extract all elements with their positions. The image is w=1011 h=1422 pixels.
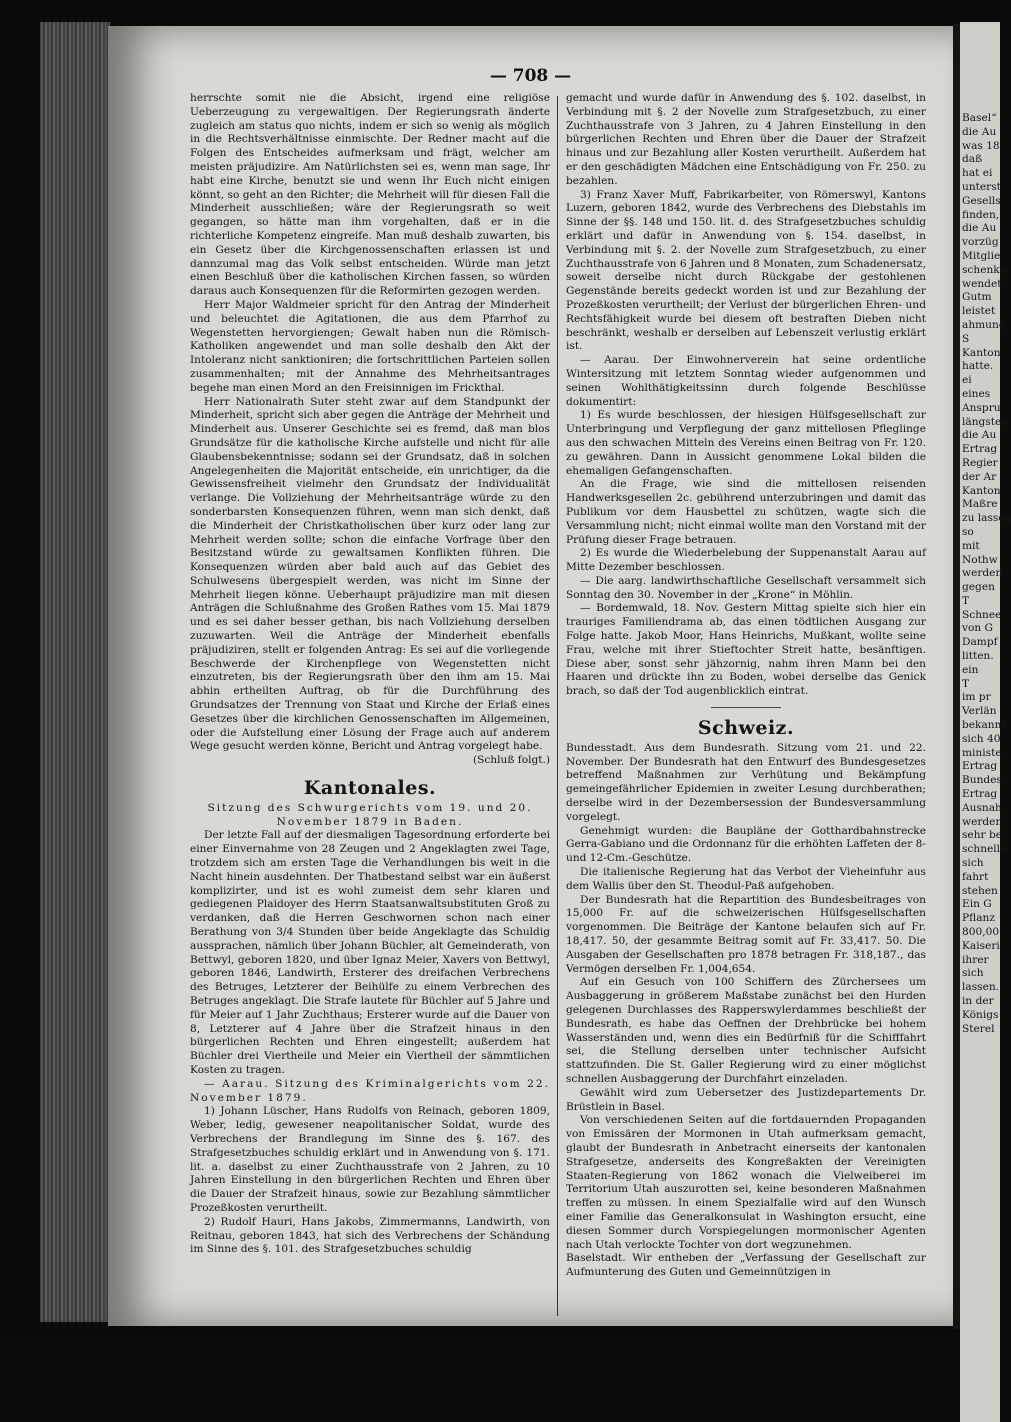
next-page-line: Pflanz (962, 912, 995, 925)
next-page-line: Bundes (962, 774, 1002, 787)
next-page-line: Ertrag (962, 443, 998, 456)
article-text: Die italienische Regierung hat das Verbot der Vieheinfuhr aus dem Wallis über den St. Theodul-Paß aufgehoben. (566, 866, 926, 892)
next-page-line: bekannt (962, 719, 1006, 732)
next-page-line: Gesells (962, 194, 1001, 207)
separator (711, 707, 781, 708)
next-page-line: ein (962, 663, 979, 676)
next-page-line: die Au (962, 125, 997, 138)
next-page-line: stehen (962, 884, 998, 897)
next-page-fragment (960, 22, 1011, 1422)
next-page-line: Dampf (962, 636, 998, 649)
next-page-line: Schnee (962, 608, 1002, 621)
next-page-line: Maßre (962, 498, 998, 511)
next-page-line: werden (962, 815, 1003, 828)
article-text: 2) Rudolf Hauri, Hans Jakobs, Zimmermanns, Landwirth, von Reitnau, geboren 1843, hat sich des Verbrechens der Schändung im Sinne des §. 101. des Strafgesetzbuches schuldig (190, 1215, 550, 1256)
next-page-line: was 18 (962, 139, 1000, 152)
next-page-line: gegen (962, 581, 995, 594)
next-page-line: Sterel (962, 1022, 995, 1035)
next-page-line: Mitglie (962, 249, 1001, 262)
article-text: Der Bundesrath hat die Repartition des Bundesbeitrages von 15,000 Fr. auf die schweizerischen Hülfsgesellschaften vorgenommen. Die Beiträge der Kantone belaufen sich auf Fr. 18,417. 50, der gesammte Beitrag somit auf Fr. 33,417. 50. Die Ausgaben der Gesellschaften pro 1878 betragen Fr. 318,187., das Vermögen derselben Fr. 1,004,654. (566, 893, 926, 975)
next-page-line: sich (962, 967, 984, 980)
next-page-line: Kanton (962, 484, 1001, 497)
next-page-line: Basel“ (962, 112, 997, 124)
next-page-line: Anspru (962, 401, 1001, 414)
next-page-line: Kaiseri (962, 939, 1000, 952)
left-column (190, 92, 550, 1257)
next-page-line: T (962, 677, 970, 690)
article-text: Auf ein Gesuch von 100 Schiffern des Zürchersees um Ausbaggerung in größerem Maßstabe zunächst bei den Hurden gelegenen Durchlasses des Rapperswylerdammes beschließt der Bundesrath, es habe das Oeffnen der Drehbrücke bei hohem Wasserständen und, wenn dies ein Bedürfniß für die Schifffahrt sei, die Stellung derselben unter technischer Aufsicht stattzufinden. Die St. Galler Regierung wird zu einer möglichst schnellen Ausbaggerung der Durchfahrt einzeladen. (566, 976, 926, 1085)
next-page-line: Ausnah (962, 801, 1002, 814)
article-text: Der letzte Fall auf der diesmaligen Tagesordnung erforderte bei einer Einvernahme von 28 Zeugen und 2 Angeklagten zwei Tage, trotzdem sich am ersten Tage die Verhandlungen bis weit in die Nacht hinein ausdehnten. Der Thatbestand selbst war ein äußerst komplizirter, und ist es wohl zumeist dem sehr klaren und gediegenen Plaidoyer des Herrn Staatsanwaltsubstituten Groß zu verdanken, daß die Herren Geschwornen schon nach einer Berathung von 3/4 Stunden über beide Angeklagte das Schuldig aussprachen, nämlich über Johann Büchler, alt Gemeinderath, von Bettwyl, geboren 1820, und über Ignaz Meier, Xavers von Bettwyl, geboren 1846, Landwirth, Ersterer des dreifachen Verbrechens des Betruges, Letzterer der Beihülfe zu einem Verbrechen des Betruges angeklagt. Die Strafe lautete für Büchler auf 5 Jahre und für Meier auf 1 Jahr Zuchthaus; Ersterer wurde auf die Dauer von 8, Letzterer auf 4 Jahre über die Strafzeit hinaus in den bürgerlichen Rechten und Ehren eingestellt; außerdem hat Büchler drei Viertheile und Meier ein Viertheil der sämmtlichen Kosten zu tragen. (190, 829, 550, 1076)
next-page-line: schnelle (962, 843, 1007, 856)
next-page-line: in der (962, 995, 994, 1007)
subheading: — Aarau. Sitzung des Kriminalgerichts vom 22. November 1879. (190, 1077, 550, 1104)
article-text: Herr Nationalrath Suter steht zwar auf dem Standpunkt der Minderheit, spricht sich aber gegen die Anträge der Mehrheit und Minderheit aus. Unserer Geschichte sei es fremd, daß man blos Grundsätze für die katholische Kirche aufstelle und nicht für alle Glaubensbekenntnisse; sodann sei der Grundsatz, daß in solchen Angelegenheiten die Majorität entscheide, ein unrichtiger, da die Gewissensfreiheit vielmehr den Grundsatz der Individualität verlange. Die Vollziehung der Mehrheitsanträge würde zu den sonderbarsten Konsequenzen führen, wenn man sich denkt, daß die Minderheit der Christkatholischen über kurz oder lang zur Mehrheit werden sollte; schon die einfache Vorfrage über den Besitzstand würde zu gewaltsamen Konflikten führen. Die Konsequenzen würden aber bald auch auf das Gebiet des Schulwesens übergespielt werden, was nicht im Sinne der Mehrheit liegen könne. Ueberhaupt präjudizire man mit diesen Anträgen die Schlußnahme des Großen Rathes vom 15. Mai 1879 und es sei daher besser gethan, bis nach Vollziehung derselben zuzuwarten. Weil die Anträge der Minderheit ebenfalls präjudiziren, stellt er folgenden Antrag: Es sei auf die vorliegende Beschwerde der Kirchenpflege von Wegenstetten nicht einzutreten, bis der Regierungsrath über den ihm am 15. Mai abhin ertheilten Auftrag, ob für die Durchführung des Grundsatzes der Trennung von Staat und Kirche der Erlaß eines Gesetzes über die kirchlichen Genossenschaften im Allgemeinen, oder die Aufstellung einer Lösung der Frage auch auf anderem Wege gesucht werden könne, Bericht und Antrag vorgelegt habe. (190, 395, 550, 753)
article-text: 3) Franz Xaver Muff, Fabrikarbeiter, von Römerswyl, Kantons Luzern, geboren 1842, wurde des Verbrechens des Diebstahls im Sinne der §§. 148 und 150. lit. d. des Strafgesetzbuches schuldig erklärt und dafür in Anwendung von §. 154. daselbst, in Verbindung mit §. 2. der Novelle zum Strafgesetzbuch, zu einer Zuchthausstrafe von 6 Jahren und 8 Monaten, zum Schadenersatz, soweit derselbe nicht durch Rückgabe der gestohlenen Gegenstände bereits gedeckt worden ist und zur Bezahlung der Prozeßkosten verurtheilt; der Verlust der bürgerlichen Ehren- und Rechtsfähigkeit wurde bei diesem oft bestraften Dieben nicht beschränkt, weshalb er derselben auf Lebenszeit verlustig erklärt ist. (566, 188, 926, 353)
article-text: Von verschiedenen Seiten auf die fortdauernden Propaganden von Emissären der Mormonen in Utah aufmerksam gemacht, glaubt der Bundesrath in Anbetracht einerseits der kantonalen Strafgesetze, anderseits des Kongreßakten der Vereinigten Staaten-Regierung von 1862 wonach die Vielweiberei im Territorium Utah auszurotten sei, keine besonderen Maßnahmen treffen zu müssen. In einem Spezialfalle wird auf den Wunsch einer Familie das Generalkonsulat in Washington ersucht, eine diesen Sommer durch Vorspiegelungen mormonischer Agenten nach Utah verlockte Tochter von dort wegzunehmen. (566, 1114, 926, 1251)
article-text: Gewählt wird zum Uebersetzer des Justizdepartements Dr. Brüstlein in Basel. (566, 1086, 926, 1113)
next-page-line: Ertrag (962, 788, 998, 801)
next-page-line: 800,00 (962, 926, 1000, 939)
next-page-line: ihrer (962, 953, 989, 966)
next-page-line: Königs (962, 1008, 999, 1021)
next-page-line: sich (962, 857, 984, 870)
next-page-line: Ertrag (962, 760, 998, 773)
next-page-line: hatte. (962, 360, 994, 373)
next-page-line: werden (962, 567, 1003, 580)
next-page-line: sich 40 (962, 732, 1001, 745)
article-text: herrschte somit nie die Absicht, irgend eine religiöse Ueberzeugung zu vergewaltigen. Der Regierungsrath änderte zugleich am status quo nichts, indem er sich so wenig als möglich in die Rechtsverhältnisse einmischte. Der Redner macht auf die Folgen des Entscheides aufmerksam und frägt, welcher am meisten präjudizire. Am Natürlichsten sei es, wenn man sage, Ihr habt eine Kirche, benutzt sie und wenn Ihr Euch nicht einigen könnt, so geht an den Richter; die Mehrheit will für diesen Fall die Minderheit ausschließen; wäre der Regierungsrath so weit gegangen, so hätte man ihm vorgehalten, daß er in die richterliche Kompetenz eingreife. Man muß deshalb zuwarten, bis ein Gesetz über die Kirchgenossenschaften erlassen ist und dannzumal mag das Volk selbst entscheiden. Würde man jetzt einen Beschluß über die katholischen Kirchen fassen, so würden daraus auch Konsequenzen für die Reformirten gezogen werden. (190, 92, 550, 298)
page-gutter (953, 24, 960, 1329)
article-text: — Die aarg. landwirthschaftliche Gesellschaft versammelt sich Sonntag den 30. November in der „Krone“ in Möhlin. (566, 574, 926, 601)
next-page-line: Gutm (962, 291, 992, 304)
article-text: — Bordemwald, 18. Nov. Gestern Mittag spielte sich hier ein trauriges Familiendrama ab, das einen tödtlichen Ausgang zur Folge hatte. Jakob Moor, Hans Heinrichs, Mußkant, wollte seine Frau, welche mit ihrer Stieftochter Streit hatte, besänftigen. Diese aber, sonst sehr jähzornig, nahm ihren Mann bei den Haaren und drückte ihn zu Boden, wobei derselbe das Genick brach, so daß der Tod augenblicklich eintrat. (566, 602, 926, 698)
next-page-line: eines (962, 387, 991, 400)
continued-note: (Schluß folgt.) (472, 754, 550, 767)
next-page-line: sehr be (962, 829, 1003, 842)
next-page-line: unterst (962, 180, 1001, 193)
next-page-line: so (962, 525, 974, 538)
next-page-line: die Au (962, 222, 997, 235)
next-page-line: Kanton (962, 346, 1001, 359)
article-text: 1) Johann Lüscher, Hans Rudolfs von Reinach, geboren 1809, Weber, ledig, gewesener neapolitanischer Soldat, wurde des Verbrechens der Brandlegung im Sinne des §. 167. des Strafgesetzbuches schuldig erklärt und in Anwendung von §. 171. lit. a. daselbst zu einer Zuchthausstrafe von 2 Jahren, zu 10 Jahren Einstellung in den bürgerlichen Rechten und Ehren über die Dauer der Strafzeit hinaus, sowie zur Bezahlung sämmtlicher Prozeßkosten verurtheilt. (190, 1105, 550, 1214)
subheading: Sitzung des Schwurgerichts vom 19. und 20. November 1879 in Baden. (207, 801, 533, 828)
next-page-line: leistet (962, 305, 996, 318)
next-page-line: finden, (962, 208, 1000, 221)
next-page-line: vorzüg (962, 236, 999, 249)
next-page-line: S (962, 332, 970, 345)
article-text: An die Frage, wie sind die mittellosen reisenden Handwerksgesellen 2c. gebührend unterzubringen und damit das Publikum vor dem Hausbettel zu schützen, wagte sich die Versammlung nicht; nicht einmal wollte man den Vorstand mit der Prüfung dieser Frage betrauen. (566, 478, 926, 546)
next-page-line: lassen. (962, 981, 1000, 994)
next-page-line: litten. (962, 650, 994, 663)
next-page-line: der Ar (962, 470, 997, 483)
next-page-line: daß (962, 153, 983, 166)
next-page-line: mit (962, 539, 980, 552)
article-text: gemacht und wurde dafür in Anwendung des §. 102. daselbst, in Verbindung mit §. 2 der Novelle zum Strafgesetzbuch, zu einer Zuchthausstrafe von 3 Jahren, zu 4 Jahren Einstellung in den bürgerlichen Rechten und Ehren über die Dauer der Strafzeit hinaus und zur Bezahlung aller Kosten verurtheilt. Außerdem hat er den geschädigten Mädchen eine Entschädigung von Fr. 250. zu bezahlen. (566, 92, 926, 187)
next-page-line: fahrt (962, 870, 989, 883)
article-text: Baselstadt. Wir entheben der „Verfassung der Gesellschaft zur Aufmunterung des Guten und Gemeinnützigen in (566, 1252, 926, 1279)
article-text: 2) Es wurde die Wiederbelebung der Suppenanstalt Aarau auf Mitte Dezember beschlossen. (566, 547, 926, 574)
section-heading-schweiz: Schweiz. (697, 717, 795, 740)
next-page-line: T (962, 594, 970, 607)
next-page-line: ei (962, 374, 972, 387)
next-page-line: die Au (962, 429, 997, 442)
next-page-line: ahmung (962, 318, 1006, 331)
next-page-line: im pr (962, 691, 991, 704)
article-text: — Aarau. Der Einwohnerverein hat seine ordentliche Wintersitzung mit letztem Sonntag wieder aufgenommen und seinen Wohlthätigkeitssinn durch folgende Beschlüsse dokumentirt: (566, 354, 926, 408)
section-heading-kantonales: Kantonales. (303, 777, 437, 800)
next-page-line: hat ei (962, 167, 993, 180)
next-page-line: schenke (962, 263, 1006, 276)
next-page-line: längsten (962, 415, 1009, 428)
article-text: Bundesstadt. Aus dem Bundesrath. Sitzung vom 21. und 22. November. Der Bundesrath hat den Entwurf des Bundesgesetzes betreffend Maßnahmen zur Verhütung und Bekämpfung gemeingefährlicher Epidemien in zweiter Lesung durchberathen; derselbe wird in der Dezembersession der Bundesversammlung vorgelegt. (566, 741, 926, 823)
right-column (566, 92, 926, 1280)
next-page-line: Nothw (962, 553, 998, 566)
next-page-line: Ein G (962, 898, 992, 911)
next-page-line: Regier (962, 456, 998, 469)
next-page-line: zu lassen (962, 512, 1011, 525)
page-number: — 708 — (489, 66, 572, 86)
next-page-line: von G (962, 622, 994, 635)
newspaper-page (108, 26, 953, 1326)
next-page-line: wendet. (962, 277, 1005, 290)
next-page-line: Verlän (962, 705, 997, 718)
article-text: Genehmigt wurden: die Baupläne der Gotthardbahnstrecke Gerra-Gabiano und die Ordonnanz für die erhöhten Laffeten der 8- und 12-Cm.-Geschütze. (566, 824, 926, 865)
article-text: 1) Es wurde beschlossen, der hiesigen Hülfsgesellschaft zur Unterbringung und Verpflegung der ganz mittellosen Pfleglinge aus den schwachen Mitteln des Vereins einen Beitrag von Fr. 120. zu gewähren. Dann in Aussicht genommene Lokal bilden die ehemaligen Gefangenschaften. (566, 409, 926, 477)
next-page-line: ministe (962, 746, 1002, 759)
book-edge (40, 22, 110, 1322)
column-rule (557, 96, 558, 1316)
article-text: Herr Major Waldmeier spricht für den Antrag der Minderheit und beleuchtet die Agitationen, die aus dem Pfarrhof zu Wegenstetten hervorgiengen; Gewalt haben nun die Römisch-Katholiken angewendet und man solle deshalb den Akt der Intoleranz nicht sanktioniren; die fortschrittlichen Parteien sollen zusammenhalten; mit der Annahme des Mehrheitsantrages begehe man einen Mord an den Freisinnigen im Frickthal. (190, 298, 550, 394)
